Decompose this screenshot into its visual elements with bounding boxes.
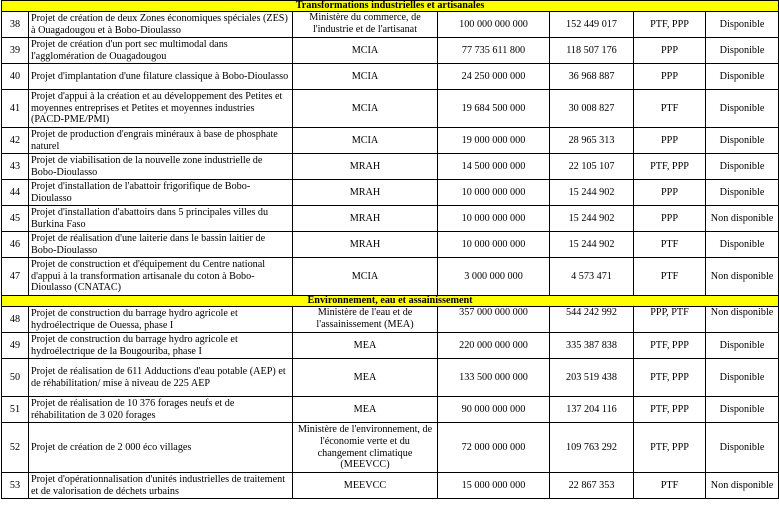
- financing-mode: PPP: [634, 128, 706, 154]
- table-row: [2, 473, 779, 499]
- cost-amount: 544 242 992: [550, 307, 634, 333]
- study-status: Disponible: [706, 90, 779, 128]
- project-title: Projet d'opérationnalisation d'unités industrielles de traitement et de valorisation de déchets urbains: [29, 473, 293, 499]
- table-row: [2, 232, 779, 258]
- ministry: MCIA: [293, 90, 438, 128]
- study-status: Disponible: [706, 64, 779, 90]
- cost-fcfa: 24 250 000 000: [438, 64, 550, 90]
- row-number: 45: [2, 206, 29, 232]
- project-title: Projet d'implantation d'une filature classique à Bobo-Dioulasso: [29, 64, 293, 90]
- study-status: Disponible: [706, 38, 779, 64]
- cost-amount: 335 387 838: [550, 333, 634, 359]
- row-number: 52: [2, 423, 29, 473]
- cost-amount: 22 105 107: [550, 154, 634, 180]
- table-row: [2, 397, 779, 423]
- cost-fcfa: 10 000 000 000: [438, 232, 550, 258]
- ministry: MEEVCC: [293, 473, 438, 499]
- study-status: Disponible: [706, 232, 779, 258]
- financing-mode: PPP: [634, 206, 706, 232]
- financing-mode: PPP: [634, 180, 706, 206]
- section-title: Transformations industrielles et artisanales: [2, 1, 779, 12]
- cost-fcfa: 10 000 000 000: [438, 206, 550, 232]
- table-row: [2, 154, 779, 180]
- table-row: [2, 423, 779, 473]
- table-row: [2, 38, 779, 64]
- project-title: Projet d'installation de l'abattoir frigorifique de Bobo-Dioulasso: [29, 180, 293, 206]
- study-status: Disponible: [706, 423, 779, 473]
- study-status: Disponible: [706, 333, 779, 359]
- ministry: MRAH: [293, 206, 438, 232]
- ministry: MRAH: [293, 180, 438, 206]
- table-row: [2, 258, 779, 296]
- cost-amount: 203 519 438: [550, 359, 634, 397]
- ministry: MCIA: [293, 128, 438, 154]
- row-number: 41: [2, 90, 29, 128]
- project-title: Projet de production d'engrais minéraux à base de phosphate naturel: [29, 128, 293, 154]
- cost-fcfa: 90 000 000 000: [438, 397, 550, 423]
- cost-fcfa: 220 000 000 000: [438, 333, 550, 359]
- cost-fcfa: 19 000 000 000: [438, 128, 550, 154]
- financing-mode: PTF, PPP: [634, 397, 706, 423]
- row-number: 46: [2, 232, 29, 258]
- table-row: [2, 333, 779, 359]
- financing-mode: PPP: [634, 38, 706, 64]
- row-number: 38: [2, 12, 29, 38]
- cost-fcfa: 77 735 611 800: [438, 38, 550, 64]
- financing-mode: PTF, PPP: [634, 359, 706, 397]
- cost-amount: 15 244 902: [550, 232, 634, 258]
- study-status: Disponible: [706, 128, 779, 154]
- study-status: Disponible: [706, 180, 779, 206]
- ministry: MRAH: [293, 232, 438, 258]
- cost-amount: 15 244 902: [550, 206, 634, 232]
- ministry: Ministère de l'environnement, de l'économie verte et du changement climatique (MEEVCC): [293, 423, 438, 473]
- section-header-row: [2, 296, 779, 307]
- row-number: 51: [2, 397, 29, 423]
- cost-fcfa: 10 000 000 000: [438, 180, 550, 206]
- cost-fcfa: 133 500 000 000: [438, 359, 550, 397]
- projects-table: [1, 0, 779, 499]
- table-row: [2, 64, 779, 90]
- table-row: [2, 12, 779, 38]
- study-status: Disponible: [706, 359, 779, 397]
- cost-amount: 137 204 116: [550, 397, 634, 423]
- project-title: Projet de création d'un port sec multimodal dans l'agglomération de Ouagadougou: [29, 38, 293, 64]
- ministry: MCIA: [293, 64, 438, 90]
- study-status: Non disponible: [706, 473, 779, 499]
- study-status: Disponible: [706, 154, 779, 180]
- row-number: 48: [2, 307, 29, 333]
- project-title: Projet de construction du barrage hydro agricole et hydroélectrique de Ouessa, phase I: [29, 307, 293, 333]
- study-status: Non disponible: [706, 206, 779, 232]
- project-title: Projet de réalisation d'une laiterie dans le bassin laitier de Bobo-Dioulasso: [29, 232, 293, 258]
- financing-mode: PTF, PPP: [634, 154, 706, 180]
- row-number: 43: [2, 154, 29, 180]
- ministry: MRAH: [293, 154, 438, 180]
- project-title: Projet de création de deux Zones économiques spéciales (ZES) à Ouagadougou et à Bobo-Dioulasso: [29, 12, 293, 38]
- financing-mode: PTF: [634, 90, 706, 128]
- project-title: Projet de réalisation de 611 Adductions d'eau potable (AEP) et de réhabilitation/ mise à niveau de 225 AEP: [29, 359, 293, 397]
- project-title: Projet d'installation d'abattoirs dans 5 principales villes du Burkina Faso: [29, 206, 293, 232]
- ministry: MEA: [293, 359, 438, 397]
- row-number: 44: [2, 180, 29, 206]
- cost-amount: 30 008 827: [550, 90, 634, 128]
- table-row: [2, 359, 779, 397]
- cost-amount: 15 244 902: [550, 180, 634, 206]
- ministry: MEA: [293, 397, 438, 423]
- cost-amount: 152 449 017: [550, 12, 634, 38]
- row-number: 49: [2, 333, 29, 359]
- row-number: 53: [2, 473, 29, 499]
- table-row: [2, 307, 779, 333]
- row-number: 47: [2, 258, 29, 296]
- table-row: [2, 128, 779, 154]
- section-title: Environnement, eau et assainissement: [2, 296, 779, 307]
- ministry: Ministère du commerce, de l'industrie et de l'artisanat: [293, 12, 438, 38]
- cost-amount: 109 763 292: [550, 423, 634, 473]
- project-title: Projet de construction et d'équipement du Centre national d'appui à la transformation artisanale du coton à Bobo-Dioulasso (CNATAC): [29, 258, 293, 296]
- row-number: 42: [2, 128, 29, 154]
- study-status: Non disponible: [706, 307, 779, 333]
- financing-mode: PPP, PTF: [634, 307, 706, 333]
- table-row: [2, 90, 779, 128]
- cost-fcfa: 15 000 000 000: [438, 473, 550, 499]
- ministry: Ministère de l'eau et de l'assainissement (MEA): [293, 307, 438, 333]
- financing-mode: PTF, PPP: [634, 333, 706, 359]
- cost-fcfa: 19 684 500 000: [438, 90, 550, 128]
- row-number: 50: [2, 359, 29, 397]
- financing-mode: PTF: [634, 473, 706, 499]
- project-title: Projet de création de 2 000 éco villages: [29, 423, 293, 473]
- cost-fcfa: 100 000 000 000: [438, 12, 550, 38]
- cost-fcfa: 72 000 000 000: [438, 423, 550, 473]
- section-header-row: [2, 1, 779, 12]
- project-title: Projet d'appui à la création et au développement des Petites et moyennes entreprises et Petites et moyennes industries (PACD-PME/PMI): [29, 90, 293, 128]
- financing-mode: PTF: [634, 258, 706, 296]
- cost-amount: 22 867 353: [550, 473, 634, 499]
- financing-mode: PTF, PPP: [634, 12, 706, 38]
- ministry: MCIA: [293, 258, 438, 296]
- project-title: Projet de construction du barrage hydro agricole et hydroélectrique de la Bougouriba, phase I: [29, 333, 293, 359]
- cost-amount: 4 573 471: [550, 258, 634, 296]
- project-title: Projet de réalisation de 10 376 forages neufs et de réhabilitation de 3 020 forages: [29, 397, 293, 423]
- study-status: Disponible: [706, 397, 779, 423]
- cost-amount: 36 968 887: [550, 64, 634, 90]
- cost-fcfa: 3 000 000 000: [438, 258, 550, 296]
- study-status: Non disponible: [706, 258, 779, 296]
- ministry: MEA: [293, 333, 438, 359]
- cost-fcfa: 357 000 000 000: [438, 307, 550, 333]
- row-number: 40: [2, 64, 29, 90]
- financing-mode: PTF: [634, 232, 706, 258]
- table-row: [2, 180, 779, 206]
- ministry: MCIA: [293, 38, 438, 64]
- cost-amount: 118 507 176: [550, 38, 634, 64]
- table-row: [2, 206, 779, 232]
- financing-mode: PTF, PPP: [634, 423, 706, 473]
- financing-mode: PPP: [634, 64, 706, 90]
- cost-fcfa: 14 500 000 000: [438, 154, 550, 180]
- cost-amount: 28 965 313: [550, 128, 634, 154]
- study-status: Disponible: [706, 12, 779, 38]
- row-number: 39: [2, 38, 29, 64]
- project-title: Projet de viabilisation de la nouvelle zone industrielle de Bobo-Dioulasso: [29, 154, 293, 180]
